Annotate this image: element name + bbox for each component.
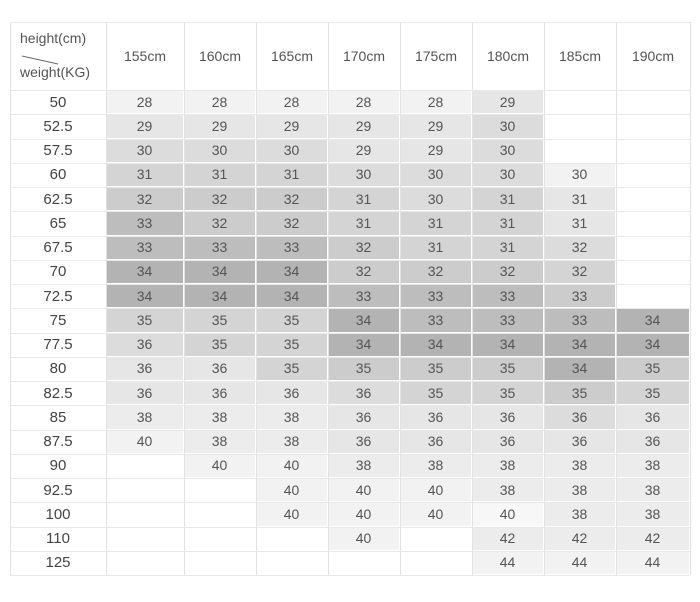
grid-line	[256, 22, 257, 575]
size-cell: 34	[256, 260, 328, 284]
grid-line	[10, 163, 690, 164]
row-weight-label: 80	[10, 357, 106, 381]
size-cell	[106, 551, 184, 575]
grid-line	[10, 308, 690, 309]
size-cell: 31	[472, 187, 544, 211]
column-header: 185cm	[544, 22, 616, 90]
size-cell: 32	[184, 211, 256, 235]
size-cell	[400, 551, 472, 575]
size-cell	[616, 211, 690, 235]
size-cell: 35	[184, 308, 256, 332]
row-weight-label: 87.5	[10, 430, 106, 454]
size-cell: 36	[616, 430, 690, 454]
size-cell: 38	[616, 502, 690, 526]
size-cell: 44	[616, 551, 690, 575]
grid-line	[690, 22, 691, 575]
size-cell: 29	[184, 114, 256, 138]
size-cell	[544, 114, 616, 138]
size-cell: 36	[184, 381, 256, 405]
size-cell: 30	[544, 163, 616, 187]
grid-line	[10, 430, 690, 431]
grid-line	[328, 22, 329, 575]
size-cell	[106, 478, 184, 502]
size-cell: 31	[544, 211, 616, 235]
size-cell: 31	[472, 211, 544, 235]
row-weight-label: 50	[10, 90, 106, 114]
size-cell: 31	[328, 187, 400, 211]
grid-line	[10, 357, 690, 358]
size-chart-table	[10, 22, 690, 575]
size-cell: 31	[328, 211, 400, 235]
size-cell: 40	[328, 502, 400, 526]
column-header: 175cm	[400, 22, 472, 90]
size-cell: 33	[472, 284, 544, 308]
grid-line	[10, 454, 690, 455]
row-weight-label: 72.5	[10, 284, 106, 308]
size-cell: 35	[400, 381, 472, 405]
size-cell	[106, 454, 184, 478]
size-cell: 30	[400, 163, 472, 187]
size-cell	[616, 236, 690, 260]
size-cell: 32	[328, 260, 400, 284]
size-cell: 30	[256, 139, 328, 163]
grid-line	[400, 22, 401, 575]
size-cell: 33	[328, 284, 400, 308]
size-cell: 28	[400, 90, 472, 114]
grid-line	[10, 260, 690, 261]
row-weight-label: 65	[10, 211, 106, 235]
size-cell: 36	[328, 381, 400, 405]
size-cell: 38	[544, 478, 616, 502]
size-cell: 44	[544, 551, 616, 575]
size-cell: 28	[328, 90, 400, 114]
size-cell: 32	[106, 187, 184, 211]
size-cell: 31	[400, 236, 472, 260]
size-cell: 34	[400, 333, 472, 357]
size-cell: 34	[616, 333, 690, 357]
size-cell	[106, 502, 184, 526]
size-cell: 31	[544, 187, 616, 211]
size-cell: 42	[544, 527, 616, 551]
size-cell: 35	[256, 357, 328, 381]
grid-line	[10, 236, 690, 237]
row-weight-label: 57.5	[10, 139, 106, 163]
size-cell: 38	[328, 454, 400, 478]
row-weight-label: 85	[10, 405, 106, 429]
size-cell: 33	[400, 284, 472, 308]
size-cell: 40	[472, 502, 544, 526]
row-weight-label: 75	[10, 308, 106, 332]
size-cell: 35	[616, 357, 690, 381]
size-cell	[616, 260, 690, 284]
size-cell: 38	[616, 478, 690, 502]
size-cell: 31	[184, 163, 256, 187]
size-cell	[544, 90, 616, 114]
size-cell: 38	[184, 405, 256, 429]
size-cell: 30	[472, 114, 544, 138]
grid-line	[10, 502, 690, 503]
size-cell: 32	[256, 187, 328, 211]
row-weight-label: 62.5	[10, 187, 106, 211]
size-cell: 38	[106, 405, 184, 429]
row-weight-label: 82.5	[10, 381, 106, 405]
column-header: 160cm	[184, 22, 256, 90]
size-cell: 36	[544, 405, 616, 429]
size-cell: 32	[328, 236, 400, 260]
size-cell: 30	[472, 139, 544, 163]
size-cell: 33	[472, 308, 544, 332]
size-cell: 40	[400, 502, 472, 526]
size-cell	[616, 187, 690, 211]
size-cell: 32	[544, 260, 616, 284]
size-cell	[184, 527, 256, 551]
size-cell: 38	[256, 430, 328, 454]
size-cell: 42	[616, 527, 690, 551]
column-header: 180cm	[472, 22, 544, 90]
size-cell: 31	[256, 163, 328, 187]
size-cell: 40	[256, 454, 328, 478]
size-cell: 34	[256, 284, 328, 308]
row-weight-label: 110	[10, 527, 106, 551]
size-cell: 34	[544, 357, 616, 381]
size-cell	[184, 478, 256, 502]
size-cell: 30	[184, 139, 256, 163]
row-weight-label: 77.5	[10, 333, 106, 357]
grid-line	[10, 405, 690, 406]
size-cell: 38	[472, 478, 544, 502]
grid-line	[10, 381, 690, 382]
size-cell	[184, 551, 256, 575]
size-cell: 35	[328, 357, 400, 381]
size-cell: 36	[400, 430, 472, 454]
size-cell: 29	[106, 114, 184, 138]
size-cell	[328, 551, 400, 575]
size-cell: 38	[256, 405, 328, 429]
column-header: 165cm	[256, 22, 328, 90]
size-cell: 35	[256, 308, 328, 332]
grid-line	[544, 22, 545, 575]
size-cell: 34	[106, 284, 184, 308]
size-cell: 40	[400, 478, 472, 502]
size-cell: 33	[106, 211, 184, 235]
column-header: 190cm	[616, 22, 690, 90]
row-weight-label: 90	[10, 454, 106, 478]
size-cell: 34	[184, 260, 256, 284]
size-cell: 35	[184, 333, 256, 357]
size-cell: 32	[544, 236, 616, 260]
size-cell	[544, 139, 616, 163]
size-cell: 40	[328, 478, 400, 502]
size-cell: 35	[544, 381, 616, 405]
grid-line	[10, 90, 690, 91]
grid-line	[10, 114, 690, 115]
size-cell: 36	[256, 381, 328, 405]
corner-weight-label: weight(KG)	[20, 64, 91, 80]
size-cell: 29	[400, 139, 472, 163]
size-cell: 42	[472, 527, 544, 551]
corner-height-label: height(cm)	[20, 30, 87, 46]
grid-line	[10, 187, 690, 188]
size-cell: 36	[184, 357, 256, 381]
size-cell: 34	[328, 308, 400, 332]
size-cell: 38	[184, 430, 256, 454]
size-cell: 33	[400, 308, 472, 332]
size-cell: 33	[184, 236, 256, 260]
grid-line	[10, 527, 690, 528]
size-cell: 34	[106, 260, 184, 284]
size-cell	[184, 502, 256, 526]
size-cell: 30	[328, 163, 400, 187]
size-cell: 35	[616, 381, 690, 405]
size-cell: 35	[256, 333, 328, 357]
size-cell: 36	[472, 405, 544, 429]
row-weight-label: 52.5	[10, 114, 106, 138]
size-cell: 28	[106, 90, 184, 114]
grid-line	[10, 22, 690, 23]
size-cell: 33	[544, 284, 616, 308]
size-cell: 34	[472, 333, 544, 357]
size-cell: 36	[472, 430, 544, 454]
size-cell: 34	[544, 333, 616, 357]
size-cell: 33	[106, 236, 184, 260]
size-cell: 34	[328, 333, 400, 357]
grid-line	[472, 22, 473, 575]
grid-line	[10, 284, 690, 285]
size-cell: 30	[400, 187, 472, 211]
size-cell: 32	[256, 211, 328, 235]
grid-line	[106, 22, 107, 575]
size-cell: 31	[472, 236, 544, 260]
size-cell: 33	[544, 308, 616, 332]
size-cell: 38	[400, 454, 472, 478]
size-cell	[256, 527, 328, 551]
size-cell: 36	[328, 405, 400, 429]
size-cell	[400, 527, 472, 551]
size-cell: 32	[184, 187, 256, 211]
size-cell: 29	[328, 114, 400, 138]
row-weight-label: 70	[10, 260, 106, 284]
size-cell: 36	[616, 405, 690, 429]
grid-line	[184, 22, 185, 575]
row-weight-label: 67.5	[10, 236, 106, 260]
size-cell: 36	[328, 430, 400, 454]
column-header: 170cm	[328, 22, 400, 90]
size-cell: 35	[400, 357, 472, 381]
size-cell	[106, 527, 184, 551]
size-cell: 30	[106, 139, 184, 163]
size-cell: 32	[400, 260, 472, 284]
size-cell: 36	[400, 405, 472, 429]
size-cell: 38	[616, 454, 690, 478]
size-cell: 34	[616, 308, 690, 332]
size-cell: 40	[184, 454, 256, 478]
grid-line	[616, 22, 617, 575]
size-cell: 35	[472, 381, 544, 405]
size-cell: 29	[400, 114, 472, 138]
size-cell: 38	[544, 502, 616, 526]
size-cell: 29	[256, 114, 328, 138]
grid-line	[10, 211, 690, 212]
size-cell	[616, 163, 690, 187]
size-cell	[616, 139, 690, 163]
size-cell	[616, 114, 690, 138]
size-cell: 33	[256, 236, 328, 260]
size-cell: 28	[256, 90, 328, 114]
row-weight-label: 60	[10, 163, 106, 187]
size-cell: 36	[106, 381, 184, 405]
row-weight-label: 100	[10, 502, 106, 526]
size-cell: 38	[472, 454, 544, 478]
size-cell: 44	[472, 551, 544, 575]
grid-line	[10, 333, 690, 334]
size-cell: 40	[256, 502, 328, 526]
size-cell: 38	[544, 454, 616, 478]
size-cell: 30	[472, 163, 544, 187]
size-cell	[616, 90, 690, 114]
grid-line	[10, 575, 690, 576]
size-cell: 34	[184, 284, 256, 308]
size-cell: 40	[328, 527, 400, 551]
grid-line	[10, 478, 690, 479]
size-cell: 40	[256, 478, 328, 502]
size-cell: 31	[106, 163, 184, 187]
size-cell: 35	[106, 308, 184, 332]
size-cell	[256, 551, 328, 575]
grid-line	[10, 551, 690, 552]
size-cell: 29	[472, 90, 544, 114]
size-cell: 28	[184, 90, 256, 114]
grid-line	[10, 139, 690, 140]
size-cell: 31	[400, 211, 472, 235]
size-cell: 36	[106, 357, 184, 381]
size-cell	[616, 284, 690, 308]
size-cell: 36	[106, 333, 184, 357]
size-cell: 35	[472, 357, 544, 381]
size-cell: 40	[106, 430, 184, 454]
grid-line	[10, 22, 11, 575]
size-cell: 32	[472, 260, 544, 284]
row-weight-label: 125	[10, 551, 106, 575]
size-cell: 29	[328, 139, 400, 163]
size-cell: 36	[544, 430, 616, 454]
row-weight-label: 92.5	[10, 478, 106, 502]
column-header: 155cm	[106, 22, 184, 90]
